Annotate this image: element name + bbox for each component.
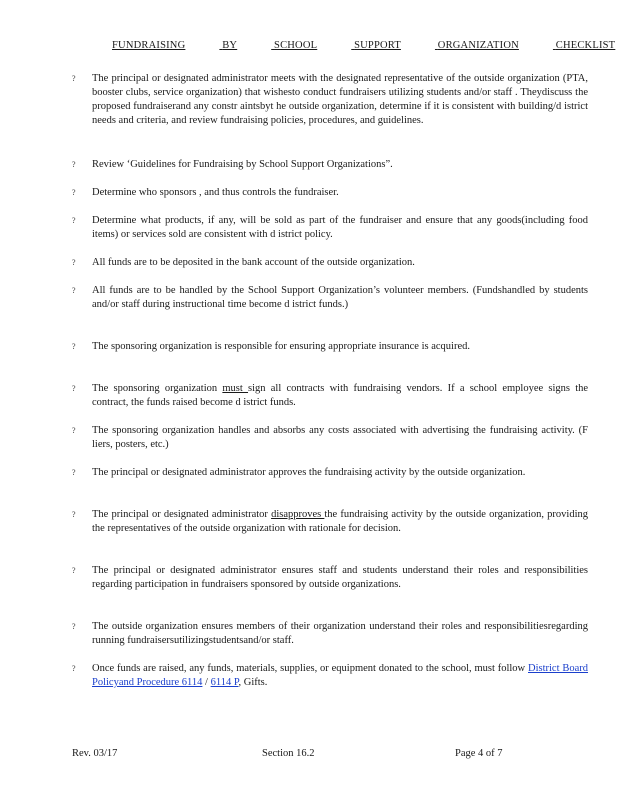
checklist-item — [72, 466, 588, 480]
section-label: Section 16.2 — [262, 748, 315, 759]
bullet-icon: ? — [72, 286, 76, 295]
bullet-icon: ? — [72, 664, 76, 673]
checklist-item — [72, 340, 588, 354]
checklist-item — [72, 158, 588, 172]
title-word: BY — [222, 40, 238, 51]
item-text: The principal or designated administrator approves the fundraising activity by the outside organization. — [92, 467, 526, 478]
item-text: The principal or designated administrator meets with the designated representative of the outside organization (PTA, booster clubs, service organization) that wishesto conduct fundraisers utilizing students and/or staff . Theydiscuss the proposed fundraiserand any constr aintsbyt he outside organization, determine if it is consistent with building/d istrict needs and criteria, and review fundraising policies, procedures, and guidelines. — [92, 73, 588, 126]
page-number: Page 4 of 7 — [455, 748, 503, 759]
emphasis-text: must — [222, 383, 249, 394]
bullet-icon: ? — [72, 566, 76, 575]
title-word: ORGANIZATION — [437, 40, 519, 51]
bullet-icon: ? — [72, 160, 76, 169]
item-text: The principal or designated administrator ensures staff and students understand their roles and responsibilities regarding participation in fundraisers sponsored by outside organizations. — [92, 565, 588, 590]
checklist-title — [112, 40, 616, 51]
title-word: FUNDRAISING — [112, 40, 186, 51]
checklist-item — [72, 508, 588, 536]
title-word: CHECKLIST — [555, 40, 616, 51]
item-text: All funds are to be deposited in the bank account of the outside organization. — [92, 257, 415, 268]
item-text: All funds are to be handled by the School Support Organization’s volunteer members. (Fundshandled by students and/or staff during instructional time become d istrict funds.) — [92, 285, 588, 310]
item-text: Determine what products, if any, will be sold as part of the fundraiser and ensure that any goods(including food items) or services sold are consistent with d istrict policy. — [92, 215, 588, 240]
item-text: sign all contracts with fundraising vendors. If a school employee signs the contract, the funds raised become d istrict funds. — [92, 383, 589, 408]
checklist-item — [72, 186, 588, 200]
item-text: The sponsoring organization handles and absorbs any costs associated with advertising the fundraising activity. (F liers, posters, etc.) — [92, 425, 588, 450]
checklist-item — [72, 620, 588, 648]
bullet-icon: ? — [72, 188, 76, 197]
revision-label: Rev. 03/17 — [72, 748, 118, 759]
title-word: SCHOOL — [274, 40, 318, 51]
bullet-icon: ? — [72, 342, 76, 351]
item-text: Review ‘Guidelines for Fundraising by School Support Organizations”. — [92, 159, 393, 170]
item-text: The principal or designated administrator — [92, 509, 272, 520]
policy-link[interactable]: 6114 P — [210, 677, 239, 688]
item-text: Determine who sponsors , and thus controls the fundraiser. — [92, 187, 339, 198]
checklist-item — [72, 256, 588, 270]
bullet-icon: ? — [72, 384, 76, 393]
bullet-icon: ? — [72, 216, 76, 225]
checklist-item — [72, 284, 588, 312]
bullet-icon: ? — [72, 74, 76, 83]
checklist-item — [72, 72, 588, 128]
bullet-icon: ? — [72, 258, 76, 267]
bullet-icon: ? — [72, 426, 76, 435]
title-word: SUPPORT — [354, 40, 401, 51]
checklist-item — [72, 564, 588, 592]
item-text: the fundraising activity by the outside organization, providing the representatives of the outside organization with rationale for decision. — [92, 509, 588, 534]
bullet-icon: ? — [72, 510, 76, 519]
item-text: , Gifts. — [238, 677, 268, 688]
bullet-icon: ? — [72, 622, 76, 631]
checklist-item — [72, 662, 588, 690]
emphasis-text: disapproves — [271, 509, 325, 520]
bullet-icon: ? — [72, 468, 76, 477]
item-text: The sponsoring organization — [92, 383, 223, 394]
checklist-item — [72, 424, 588, 452]
checklist-item — [72, 214, 588, 242]
item-text: / — [202, 677, 211, 688]
item-text: Once funds are raised, any funds, materials, supplies, or equipment donated to the school, must follow — [92, 663, 528, 674]
checklist-item — [72, 382, 588, 410]
policy-link[interactable]: District Board Policyand Procedure 6114 — [92, 663, 589, 688]
item-text: The outside organization ensures members of their organization understand their roles and responsibilitiesregarding running fundraisersutilizingstudentsand/or staff. — [92, 621, 588, 646]
item-text: The sponsoring organization is responsible for ensuring appropriate insurance is acquired. — [92, 341, 470, 352]
